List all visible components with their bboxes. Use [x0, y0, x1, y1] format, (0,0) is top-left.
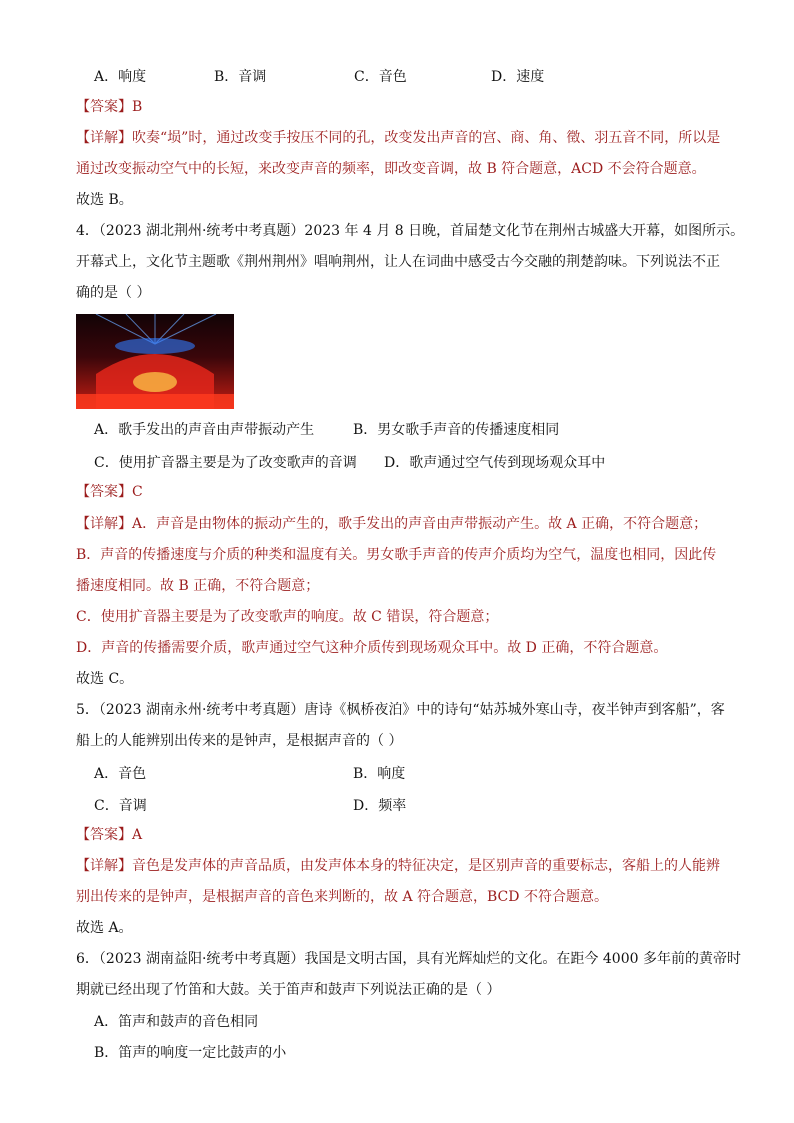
- q6-stem-line-2: 期就已经出现了竹笛和大鼓。关于笛声和鼓声下列说法正确的是（ ）: [76, 982, 501, 998]
- q4-stem-line-2: 开幕式上，文化节主题歌《荆州荆州》唱响荆州，让人在词曲中感受古今交融的荆楚韵味。下列说法不正: [76, 254, 720, 270]
- q3-answer: [76, 97, 142, 117]
- q4-option-a: A．歌手发出的声音由声带振动产生: [94, 422, 315, 438]
- q5-detail-line-2: 别出传来的是钟声，是根据声音的音色来判断的，故 A 符合题意，BCD 不符合题意。: [76, 889, 608, 905]
- q6-option-b: B．笛声的响度一定比鼓声的小: [94, 1045, 287, 1061]
- q3-detail-line-1: [76, 128, 720, 148]
- q4-conclusion: 故选 C。: [76, 671, 134, 687]
- answer-value: C: [132, 484, 143, 500]
- q4-detail-line-1: [76, 514, 707, 534]
- q4-stem-line-3: 确的是（ ）: [76, 285, 151, 301]
- detail-label: 【详解】: [76, 130, 132, 146]
- q4-option-b: B．男女歌手声音的传播速度相同: [353, 422, 560, 438]
- q4-stem-line-1: 4．（2023 湖北荆州·统考中考真题）2023 年 4 月 8 日晚，首届楚文化节在荆州古城盛大开幕，如图所示。: [76, 223, 745, 239]
- q4-detail-line-4: C．使用扩音器主要是为了改变歌声的响度。故 C 错误，符合题意；: [76, 609, 499, 625]
- detail-text: A．声音是由物体的振动产生的，歌手发出的声音由声带振动产生。故 A 正确，不符合题意；: [132, 516, 708, 532]
- answer-value: A: [132, 827, 143, 843]
- q5-stem-line-2: 船上的人能辨别出传来的是钟声，是根据声音的（ ）: [76, 733, 403, 749]
- detail-label: 【详解】: [76, 516, 132, 532]
- q5-conclusion: 故选 A。: [76, 920, 133, 936]
- q6-stem-line-1: 6．（2023 湖南益阳·统考中考真题）我国是文明古国，具有光辉灿烂的文化。在距今 4000 多年前的黄帝时: [76, 951, 741, 967]
- q3-option-c: C．音色: [354, 69, 407, 85]
- q5-detail-line-1: [76, 856, 720, 876]
- q6-option-a: A．笛声和鼓声的音色相同: [94, 1014, 259, 1030]
- q3-option-d: D．速度: [491, 69, 545, 85]
- q5-option-d: D．频率: [353, 798, 407, 814]
- q3-option-a: A．响度: [94, 69, 147, 85]
- q5-answer: [76, 825, 142, 845]
- q3-option-b: B．音调: [214, 69, 267, 85]
- q5-option-a: A．音色: [94, 766, 147, 782]
- q3-detail-line-2: 通过改变振动空气中的长短，来改变声音的频率，即改变音调，故 B 符合题意，ACD 不会符合题意。: [76, 161, 706, 177]
- detail-label: 【详解】: [76, 858, 132, 874]
- q4-detail-line-3: 播速度相同。故 B 正确，不符合题意；: [76, 578, 320, 594]
- q5-option-c: C．音调: [94, 798, 147, 814]
- answer-label: 【答案】: [76, 827, 132, 843]
- q4-answer: [76, 482, 143, 502]
- answer-value: B: [132, 99, 143, 115]
- stage-performance-photo: [76, 314, 234, 409]
- q3-conclusion: 故选 B。: [76, 192, 133, 208]
- answer-label: 【答案】: [76, 484, 132, 500]
- q4-option-c: C．使用扩音器主要是为了改变歌声的音调: [94, 455, 357, 471]
- q5-option-b: B．响度: [353, 766, 406, 782]
- detail-text: 吹奏“埙”时，通过改变手按压不同的孔，改变发出声音的宫、商、角、徵、羽五音不同，所以是: [132, 130, 721, 146]
- q4-detail-line-2: B．声音的传播速度与介质的种类和温度有关。男女歌手声音的传声介质均为空气，温度也相同，因此传: [76, 547, 717, 563]
- q4-detail-line-5: D．声音的传播需要介质，歌声通过空气这种介质传到现场观众耳中。故 D 正确，不符合题意。: [76, 640, 668, 656]
- stage-performance-image: [76, 314, 234, 409]
- detail-text: 音色是发声体的声音品质，由发声体本身的特征决定，是区别声音的重要标志，客船上的人能辨: [132, 858, 720, 874]
- q4-option-d: D．歌声通过空气传到现场观众耳中: [384, 455, 606, 471]
- q5-stem-line-1: 5．（2023 湖南永州·统考中考真题）唐诗《枫桥夜泊》中的诗句“姑苏城外寒山寺，夜半钟声到客船”，客: [76, 702, 725, 718]
- answer-label: 【答案】: [76, 99, 132, 115]
